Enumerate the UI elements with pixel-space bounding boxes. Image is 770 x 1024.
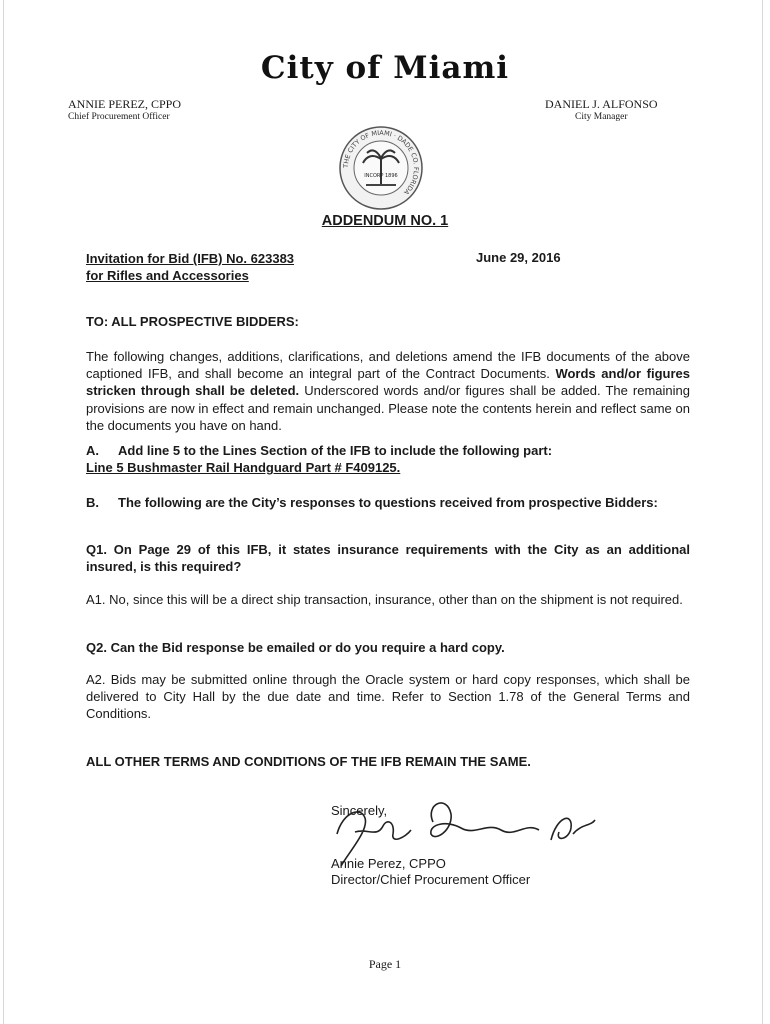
ifb-number: Invitation for Bid (IFB) No. 623383 bbox=[86, 251, 295, 266]
answer-2: A2. Bids may be submitted online through the Oracle system or hard copy responses, which shall be delivered to City Hall by the due date and time. Refer to Section 1.78 of the General Terms and Conditions. bbox=[86, 672, 690, 722]
section-a-text: Add line 5 to the Lines Section of the IFB to include the following part: bbox=[118, 443, 553, 458]
document-date: June 29, 2016 bbox=[476, 250, 561, 265]
ifb-reference bbox=[86, 250, 294, 284]
question-1: Q1. On Page 29 of this IFB, it states insurance requirements with the City as an additional insured, is this required? bbox=[86, 542, 690, 575]
intro-text-2: Underscored words and/or figures shall be added. The remaining provisions are now in effect and remain unchanged. Please note the contents herein and reflect same on the documents you have on hand. bbox=[86, 383, 691, 433]
left-official bbox=[68, 97, 181, 122]
intro-deletion-rule: Words and/or figures stricken through shall be deleted. bbox=[86, 366, 690, 399]
ifb-subject: for Rifles and Accessories bbox=[86, 268, 249, 283]
section-b-text: The following are the City’s responses to questions received from prospective Bidders: bbox=[118, 495, 658, 510]
city-seal-icon bbox=[338, 125, 424, 211]
question-2: Q2. Can the Bid response be emailed or do you require a hard copy. bbox=[86, 640, 505, 655]
salutation: TO: ALL PROSPECTIVE BIDDERS: bbox=[86, 314, 299, 329]
intro-text-1: The following changes, additions, clarifications, and deletions amend the IFB documents of the above captioned IFB, and shall become an integral part of the Contract Documents. bbox=[86, 349, 690, 382]
signer-name: Annie Perez, CPPO bbox=[331, 855, 446, 871]
right-official-title: City Manager bbox=[575, 112, 628, 122]
page-right-edge bbox=[762, 0, 763, 1024]
section-a-added-part: Line 5 Bushmaster Rail Handguard Part # F409125. bbox=[86, 460, 401, 476]
answer-1: A1. No, since this will be a direct ship transaction, insurance, other than on the shipment is not required. bbox=[86, 592, 683, 607]
page-number: Page 1 bbox=[368, 957, 402, 971]
seal-center-text: INCORP 1896 bbox=[364, 173, 398, 179]
section-b bbox=[86, 494, 690, 511]
section-a bbox=[86, 442, 690, 476]
signature-block bbox=[331, 803, 530, 889]
section-a-label: A. bbox=[86, 443, 99, 458]
city-masthead: City of Miami bbox=[260, 50, 510, 86]
sincerely: Sincerely, bbox=[331, 803, 388, 818]
section-b-label: B. bbox=[86, 495, 99, 510]
intro-paragraph bbox=[86, 348, 690, 434]
left-official-name: ANNIE PEREZ, CPPO bbox=[68, 97, 182, 111]
left-official-title: Chief Procurement Officer bbox=[68, 112, 170, 122]
closing-statement: ALL OTHER TERMS AND CONDITIONS OF THE IFB REMAIN THE SAME. bbox=[86, 754, 531, 769]
addendum-title: ADDENDUM NO. 1 bbox=[321, 213, 449, 229]
page-left-edge bbox=[3, 0, 4, 1024]
signer-title: Director/Chief Procurement Officer bbox=[331, 872, 531, 887]
right-official-name: DANIEL J. ALFONSO bbox=[545, 97, 658, 111]
right-official bbox=[545, 97, 658, 122]
seal-ring-text: THE CITY OF MIAMI · DADE CO. FLORIDA bbox=[341, 128, 421, 197]
